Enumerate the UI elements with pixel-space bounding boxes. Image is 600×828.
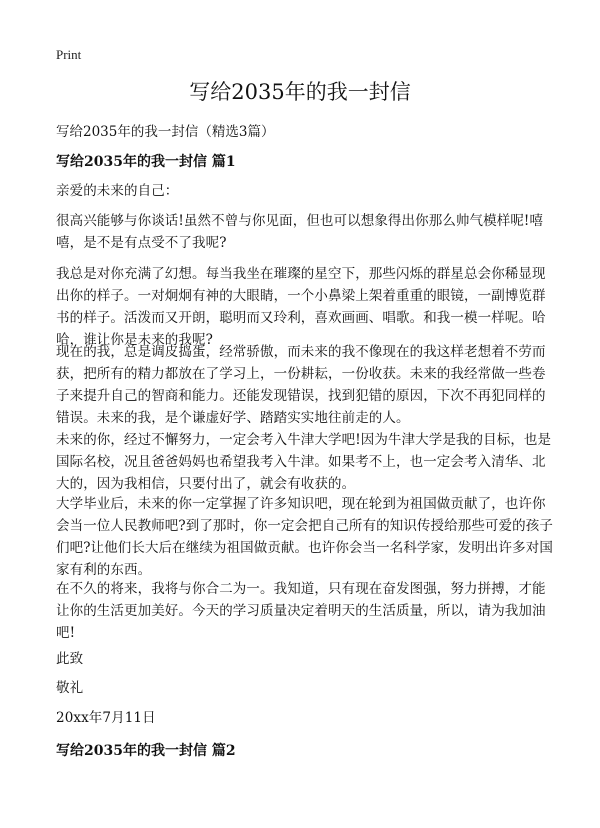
- salute-text: 敬礼: [56, 680, 84, 696]
- paragraph: 很高兴能够与你谈话!虽然不曾与你见面，但也可以想象得出你那么帅气模样呢!嘻嘻，是不是有点受不了我呢?: [56, 213, 544, 251]
- paragraph: 现在的我，总是调皮捣蛋，经常骄傲，而未来的我不像现在的我这样老想着不劳而获，把所有的精力都放在了学习上，一份耕耘，一份收获。未来的我经常做一些卷子来提升自己的智商和能力。还能发现错误，找到犯错的原因，下次不再犯同样的错误。未来的我，是个谦虚好学、踏踏实实地往前走的人。: [56, 344, 546, 426]
- print-link[interactable]: Print: [56, 47, 82, 62]
- greeting: 亲爱的未来的自己：: [56, 183, 179, 199]
- letter-date: 20xx年7月11日: [56, 710, 156, 726]
- closing-text: 此致: [56, 651, 84, 667]
- document-subtitle: 写给2035年的我一封信（精选3篇）: [56, 124, 275, 140]
- paragraph: 大学毕业后，未来的你一定掌握了许多知识吧，现在轮到为祖国做贡献了，也许你会当一位人民教师吧?到了那时，你一定会把自己所有的知识传授给那些可爱的孩子们吧?让他们长大后在继续为祖国做贡献。也许你会当一名科学家，发明出许多对国家有利的东西。: [56, 496, 553, 578]
- paragraph: 在不久的将来，我将与你合二为一。我知道，只有现在奋发图强，努力拼搏，才能让你的生活更加美好。今天的学习质量决定着明天的生活质量，所以，请为我加油吧!: [56, 581, 546, 641]
- paragraph: 我总是对你充满了幻想。每当我坐在璀璨的星空下，那些闪烁的群星总会你稀显现出你的样子。一对炯炯有神的大眼睛，一个小鼻梁上架着重重的眼镜，一副博览群书的样子。活泼而又开朗，聪明而又玲利，喜欢画画、唱歌。和我一模一样呢。哈哈，谁让你是未来的我呢?: [56, 266, 546, 348]
- paragraph: 未来的你，经过不懈努力，一定会考入牛津大学吧!因为牛津大学是我的目标，也是国际名校，况且爸爸妈妈也希望我考入牛津。如果考不上，也一定会考入清华、北大的，因为我相信，只要付出了，就会有收获的。: [56, 432, 552, 492]
- section-1-heading: 写给2035年的我一封信 篇1: [56, 154, 236, 170]
- document-title: 写给2035年的我一封信: [189, 80, 411, 104]
- section-2-heading: 写给2035年的我一封信 篇2: [56, 743, 236, 759]
